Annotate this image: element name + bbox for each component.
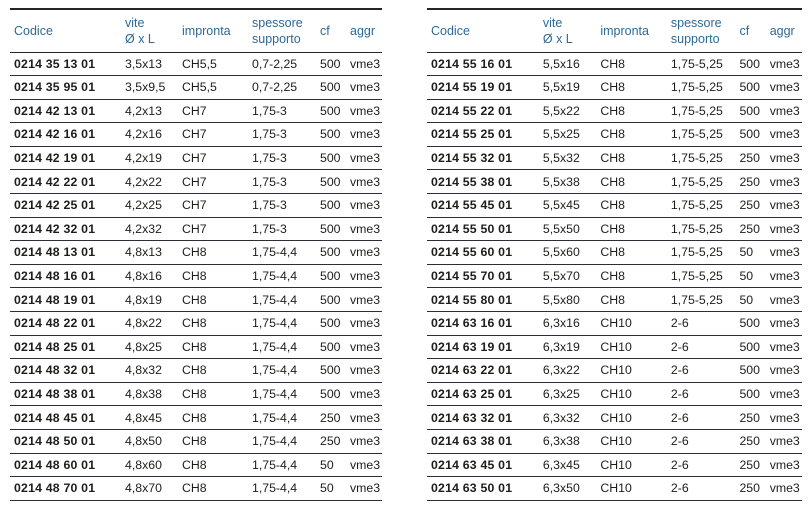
cell-codice: 0214 35 95 01	[10, 76, 121, 100]
cell-impronta: CH8	[178, 288, 248, 312]
column-header-spessore	[248, 9, 316, 52]
cell-impronta: CH10	[596, 312, 667, 336]
table-row	[427, 123, 802, 147]
cell-spessore: 1,75-5,25	[667, 76, 736, 100]
cell-aggr: vme3	[766, 312, 802, 336]
cell-cf: 250	[735, 146, 765, 170]
table-row	[10, 123, 382, 147]
cell-codice: 0214 48 60 01	[10, 453, 121, 477]
cell-cf: 500	[316, 99, 346, 123]
column-header-line: cf	[320, 23, 330, 38]
cell-impronta: CH8	[178, 359, 248, 383]
cell-spessore: 0,7-2,25	[248, 52, 316, 76]
cell-cf: 500	[735, 76, 765, 100]
cell-vite: 5,5x38	[539, 170, 596, 194]
cell-codice: 0214 42 32 01	[10, 217, 121, 241]
cell-aggr: vme3	[766, 430, 802, 454]
cell-vite: 4,8x13	[121, 241, 178, 265]
table-row	[427, 76, 802, 100]
cell-cf: 50	[735, 241, 765, 265]
cell-codice: 0214 35 13 01	[10, 52, 121, 76]
cell-vite: 5,5x16	[539, 52, 596, 76]
column-header-vite	[121, 9, 178, 52]
column-header-vite	[539, 9, 596, 52]
cell-aggr: vme3	[346, 312, 382, 336]
cell-cf: 500	[316, 312, 346, 336]
cell-vite: 6,3x32	[539, 406, 596, 430]
cell-spessore: 1,75-5,25	[667, 170, 736, 194]
cell-impronta: CH8	[178, 430, 248, 454]
column-header-codice	[10, 9, 121, 52]
cell-impronta: CH10	[596, 382, 667, 406]
cell-codice: 0214 55 50 01	[427, 217, 539, 241]
cell-spessore: 1,75-5,25	[667, 52, 736, 76]
table-row	[10, 453, 382, 477]
cell-cf: 500	[316, 76, 346, 100]
cell-spessore: 1,75-4,4	[248, 477, 316, 501]
cell-cf: 50	[316, 453, 346, 477]
cell-codice: 0214 48 45 01	[10, 406, 121, 430]
cell-impronta: CH10	[596, 453, 667, 477]
cell-cf: 250	[735, 194, 765, 218]
cell-impronta: CH8	[596, 241, 667, 265]
cell-codice: 0214 55 70 01	[427, 264, 539, 288]
cell-codice: 0214 63 50 01	[427, 477, 539, 501]
column-header-line: impronta	[182, 23, 231, 38]
column-header-impronta	[178, 9, 248, 52]
table-row	[427, 406, 802, 430]
table-row	[427, 146, 802, 170]
table-row	[10, 76, 382, 100]
table-row	[10, 359, 382, 383]
cell-spessore: 1,75-5,25	[667, 99, 736, 123]
cell-spessore: 0,7-2,25	[248, 76, 316, 100]
cell-vite: 4,8x60	[121, 453, 178, 477]
cell-aggr: vme3	[346, 241, 382, 265]
cell-aggr: vme3	[346, 382, 382, 406]
cell-cf: 500	[735, 99, 765, 123]
cell-spessore: 1,75-3	[248, 194, 316, 218]
cell-cf: 500	[316, 52, 346, 76]
cell-aggr: vme3	[346, 288, 382, 312]
cell-impronta: CH8	[596, 217, 667, 241]
table-row	[427, 359, 802, 383]
header-row	[10, 9, 382, 52]
cell-vite: 5,5x32	[539, 146, 596, 170]
cell-aggr: vme3	[346, 430, 382, 454]
cell-spessore: 1,75-4,4	[248, 453, 316, 477]
cell-vite: 4,8x16	[121, 264, 178, 288]
cell-codice: 0214 55 80 01	[427, 288, 539, 312]
column-header-line: aggr	[350, 23, 376, 38]
cell-vite: 4,8x19	[121, 288, 178, 312]
column-header-impronta	[596, 9, 667, 52]
cell-aggr: vme3	[766, 99, 802, 123]
column-header-line: cf	[739, 23, 750, 38]
table-row	[10, 99, 382, 123]
cell-cf: 250	[735, 406, 765, 430]
cell-codice: 0214 42 22 01	[10, 170, 121, 194]
cell-cf: 500	[316, 288, 346, 312]
cell-impronta: CH8	[178, 241, 248, 265]
cell-codice: 0214 48 22 01	[10, 312, 121, 336]
table-row	[10, 288, 382, 312]
table-row	[10, 194, 382, 218]
cell-codice: 0214 63 22 01	[427, 359, 539, 383]
cell-codice: 0214 63 19 01	[427, 335, 539, 359]
cell-codice: 0214 42 25 01	[10, 194, 121, 218]
column-header-cf	[316, 9, 346, 52]
cell-spessore: 1,75-4,4	[248, 288, 316, 312]
cell-impronta: CH8	[596, 123, 667, 147]
cell-codice: 0214 55 22 01	[427, 99, 539, 123]
cell-vite: 4,2x19	[121, 146, 178, 170]
cell-spessore: 1,75-5,25	[667, 288, 736, 312]
cell-codice: 0214 55 25 01	[427, 123, 539, 147]
header-row	[427, 9, 802, 52]
cell-vite: 4,8x25	[121, 335, 178, 359]
cell-aggr: vme3	[766, 52, 802, 76]
table-row	[427, 194, 802, 218]
cell-aggr: vme3	[346, 52, 382, 76]
cell-impronta: CH8	[178, 477, 248, 501]
column-header-aggr	[346, 9, 382, 52]
cell-spessore: 2-6	[667, 335, 736, 359]
cell-cf: 50	[316, 477, 346, 501]
cell-codice: 0214 42 19 01	[10, 146, 121, 170]
cell-spessore: 1,75-5,25	[667, 123, 736, 147]
cell-impronta: CH8	[596, 52, 667, 76]
cell-codice: 0214 48 50 01	[10, 430, 121, 454]
column-header-line: aggr	[769, 23, 795, 38]
cell-cf: 500	[735, 52, 765, 76]
cell-cf: 50	[735, 264, 765, 288]
cell-cf: 500	[316, 123, 346, 147]
cell-impronta: CH8	[178, 453, 248, 477]
cell-cf: 250	[735, 477, 765, 501]
column-header-codice	[427, 9, 539, 52]
table-row	[427, 288, 802, 312]
table-row	[427, 99, 802, 123]
column-header-line: vite	[125, 15, 145, 30]
table-row	[427, 241, 802, 265]
cell-vite: 5,5x80	[539, 288, 596, 312]
cell-aggr: vme3	[766, 194, 802, 218]
cell-vite: 6,3x25	[539, 382, 596, 406]
cell-codice: 0214 48 38 01	[10, 382, 121, 406]
cell-vite: 6,3x19	[539, 335, 596, 359]
cell-aggr: vme3	[346, 146, 382, 170]
table-row	[10, 146, 382, 170]
cell-vite: 5,5x25	[539, 123, 596, 147]
cell-cf: 500	[316, 264, 346, 288]
column-header-line: impronta	[600, 23, 649, 38]
cell-impronta: CH8	[596, 170, 667, 194]
cell-aggr: vme3	[346, 194, 382, 218]
cell-codice: 0214 55 45 01	[427, 194, 539, 218]
cell-impronta: CH10	[596, 430, 667, 454]
cell-vite: 3,5x9,5	[121, 76, 178, 100]
cell-cf: 500	[316, 217, 346, 241]
cell-vite: 6,3x38	[539, 430, 596, 454]
cell-codice: 0214 48 25 01	[10, 335, 121, 359]
cell-aggr: vme3	[766, 359, 802, 383]
column-header-line: Codice	[14, 23, 53, 38]
column-header-line: spessore	[670, 15, 722, 30]
column-header-spessore	[667, 9, 736, 52]
cell-codice: 0214 63 25 01	[427, 382, 539, 406]
cell-vite: 4,2x13	[121, 99, 178, 123]
cell-spessore: 1,75-5,25	[667, 194, 736, 218]
cell-impronta: CH8	[178, 406, 248, 430]
cell-spessore: 2-6	[667, 382, 736, 406]
cell-vite: 6,3x50	[539, 477, 596, 501]
table-row	[427, 264, 802, 288]
cell-aggr: vme3	[766, 477, 802, 501]
cell-codice: 0214 55 32 01	[427, 146, 539, 170]
cell-impronta: CH7	[178, 99, 248, 123]
cell-vite: 5,5x19	[539, 76, 596, 100]
cell-impronta: CH7	[178, 194, 248, 218]
cell-impronta: CH10	[596, 359, 667, 383]
cell-cf: 500	[316, 382, 346, 406]
column-header-line: vite	[542, 15, 563, 30]
cell-vite: 5,5x70	[539, 264, 596, 288]
cell-vite: 4,8x32	[121, 359, 178, 383]
cell-codice: 0214 42 13 01	[10, 99, 121, 123]
cell-impronta: CH8	[178, 335, 248, 359]
cell-aggr: vme3	[766, 76, 802, 100]
cell-vite: 6,3x16	[539, 312, 596, 336]
cell-impronta: CH7	[178, 170, 248, 194]
cell-vite: 3,5x13	[121, 52, 178, 76]
cell-cf: 500	[735, 312, 765, 336]
cell-aggr: vme3	[766, 288, 802, 312]
cell-impronta: CH8	[596, 76, 667, 100]
table-row	[427, 335, 802, 359]
cell-spessore: 1,75-3	[248, 146, 316, 170]
table-row	[10, 170, 382, 194]
table-row	[10, 382, 382, 406]
cell-cf: 500	[735, 335, 765, 359]
column-header-line: supporto	[670, 31, 720, 46]
table-row	[10, 217, 382, 241]
cell-spessore: 1,75-4,4	[248, 382, 316, 406]
cell-codice: 0214 48 13 01	[10, 241, 121, 265]
cell-vite: 4,2x16	[121, 123, 178, 147]
cell-codice: 0214 55 19 01	[427, 76, 539, 100]
cell-aggr: vme3	[346, 406, 382, 430]
cell-impronta: CH8	[596, 99, 667, 123]
cell-aggr: vme3	[346, 217, 382, 241]
cell-spessore: 1,75-5,25	[667, 146, 736, 170]
cell-impronta: CH8	[596, 194, 667, 218]
table-row	[10, 312, 382, 336]
screw-table-right	[427, 8, 802, 501]
cell-vite: 5,5x50	[539, 217, 596, 241]
table-row	[427, 170, 802, 194]
cell-cf: 500	[316, 359, 346, 383]
table-row	[10, 430, 382, 454]
cell-codice: 0214 63 32 01	[427, 406, 539, 430]
cell-spessore: 1,75-4,4	[248, 264, 316, 288]
column-header-line: Codice	[431, 23, 470, 38]
cell-spessore: 1,75-5,25	[667, 241, 736, 265]
cell-cf: 500	[735, 382, 765, 406]
cell-cf: 500	[316, 170, 346, 194]
column-header-line: Ø x L	[125, 31, 155, 46]
table-row	[427, 312, 802, 336]
cell-impronta: CH7	[178, 146, 248, 170]
cell-aggr: vme3	[346, 335, 382, 359]
cell-aggr: vme3	[346, 99, 382, 123]
cell-codice: 0214 55 60 01	[427, 241, 539, 265]
cell-spessore: 1,75-3	[248, 99, 316, 123]
table-row	[10, 477, 382, 501]
cell-impronta: CH8	[178, 312, 248, 336]
cell-aggr: vme3	[766, 123, 802, 147]
cell-aggr: vme3	[766, 170, 802, 194]
cell-cf: 250	[735, 453, 765, 477]
cell-aggr: vme3	[766, 453, 802, 477]
cell-impronta: CH10	[596, 335, 667, 359]
cell-spessore: 2-6	[667, 312, 736, 336]
table-row	[10, 241, 382, 265]
cell-impronta: CH7	[178, 217, 248, 241]
cell-vite: 6,3x45	[539, 453, 596, 477]
cell-aggr: vme3	[766, 217, 802, 241]
column-header-line: Ø x L	[542, 31, 573, 46]
cell-spessore: 1,75-5,25	[667, 264, 736, 288]
cell-codice: 0214 63 45 01	[427, 453, 539, 477]
cell-spessore: 1,75-4,4	[248, 359, 316, 383]
cell-aggr: vme3	[346, 76, 382, 100]
cell-vite: 6,3x22	[539, 359, 596, 383]
cell-impronta: CH7	[178, 123, 248, 147]
cell-impronta: CH8	[178, 382, 248, 406]
cell-spessore: 1,75-3	[248, 170, 316, 194]
table-row	[427, 217, 802, 241]
cell-spessore: 2-6	[667, 453, 736, 477]
cell-vite: 4,2x25	[121, 194, 178, 218]
cell-aggr: vme3	[346, 170, 382, 194]
cell-cf: 250	[735, 217, 765, 241]
cell-impronta: CH5,5	[178, 52, 248, 76]
cell-spessore: 1,75-3	[248, 123, 316, 147]
column-header-line: supporto	[252, 31, 301, 46]
cell-impronta: CH8	[178, 264, 248, 288]
cell-codice: 0214 48 32 01	[10, 359, 121, 383]
cell-impronta: CH10	[596, 477, 667, 501]
cell-codice: 0214 48 16 01	[10, 264, 121, 288]
cell-cf: 500	[316, 194, 346, 218]
cell-spessore: 1,75-3	[248, 217, 316, 241]
table-row	[427, 382, 802, 406]
cell-spessore: 2-6	[667, 406, 736, 430]
cell-spessore: 1,75-4,4	[248, 430, 316, 454]
cell-spessore: 1,75-4,4	[248, 335, 316, 359]
cell-codice: 0214 48 70 01	[10, 477, 121, 501]
cell-cf: 250	[735, 170, 765, 194]
cell-cf: 250	[735, 430, 765, 454]
cell-vite: 5,5x45	[539, 194, 596, 218]
cell-aggr: vme3	[346, 359, 382, 383]
cell-cf: 250	[316, 430, 346, 454]
table-row	[10, 335, 382, 359]
cell-codice: 0214 55 38 01	[427, 170, 539, 194]
cell-spessore: 2-6	[667, 430, 736, 454]
cell-vite: 4,8x45	[121, 406, 178, 430]
cell-cf: 250	[316, 406, 346, 430]
screw-table-left	[10, 8, 382, 501]
cell-impronta: CH10	[596, 406, 667, 430]
cell-aggr: vme3	[766, 382, 802, 406]
cell-cf: 500	[735, 359, 765, 383]
cell-impronta: CH8	[596, 264, 667, 288]
cell-cf: 500	[316, 241, 346, 265]
cell-aggr: vme3	[766, 264, 802, 288]
cell-aggr: vme3	[766, 406, 802, 430]
cell-vite: 5,5x22	[539, 99, 596, 123]
cell-codice: 0214 42 16 01	[10, 123, 121, 147]
cell-codice: 0214 63 16 01	[427, 312, 539, 336]
cell-aggr: vme3	[346, 477, 382, 501]
cell-impronta: CH8	[596, 288, 667, 312]
cell-cf: 500	[735, 123, 765, 147]
cell-impronta: CH5,5	[178, 76, 248, 100]
cell-aggr: vme3	[766, 335, 802, 359]
cell-aggr: vme3	[346, 123, 382, 147]
cell-vite: 4,8x22	[121, 312, 178, 336]
cell-vite: 4,2x22	[121, 170, 178, 194]
table-row	[427, 477, 802, 501]
column-header-cf	[735, 9, 765, 52]
table-row	[427, 52, 802, 76]
cell-vite: 5,5x60	[539, 241, 596, 265]
table-row	[10, 264, 382, 288]
cell-aggr: vme3	[346, 264, 382, 288]
cell-codice: 0214 55 16 01	[427, 52, 539, 76]
cell-cf: 500	[316, 335, 346, 359]
cell-cf: 500	[316, 146, 346, 170]
column-header-aggr	[766, 9, 802, 52]
cell-spessore: 1,75-4,4	[248, 241, 316, 265]
cell-codice: 0214 48 19 01	[10, 288, 121, 312]
table-row	[10, 406, 382, 430]
table-row	[10, 52, 382, 76]
cell-spessore: 2-6	[667, 477, 736, 501]
column-header-line: spessore	[252, 15, 303, 30]
cell-spessore: 1,75-5,25	[667, 217, 736, 241]
table-row	[427, 430, 802, 454]
cell-impronta: CH8	[596, 146, 667, 170]
cell-spessore: 1,75-4,4	[248, 406, 316, 430]
table-row	[427, 453, 802, 477]
cell-aggr: vme3	[346, 453, 382, 477]
cell-codice: 0214 63 38 01	[427, 430, 539, 454]
cell-spessore: 2-6	[667, 359, 736, 383]
cell-vite: 4,8x50	[121, 430, 178, 454]
cell-cf: 50	[735, 288, 765, 312]
cell-vite: 4,8x70	[121, 477, 178, 501]
cell-spessore: 1,75-4,4	[248, 312, 316, 336]
cell-aggr: vme3	[766, 146, 802, 170]
cell-vite: 4,8x38	[121, 382, 178, 406]
cell-aggr: vme3	[766, 241, 802, 265]
cell-vite: 4,2x32	[121, 217, 178, 241]
